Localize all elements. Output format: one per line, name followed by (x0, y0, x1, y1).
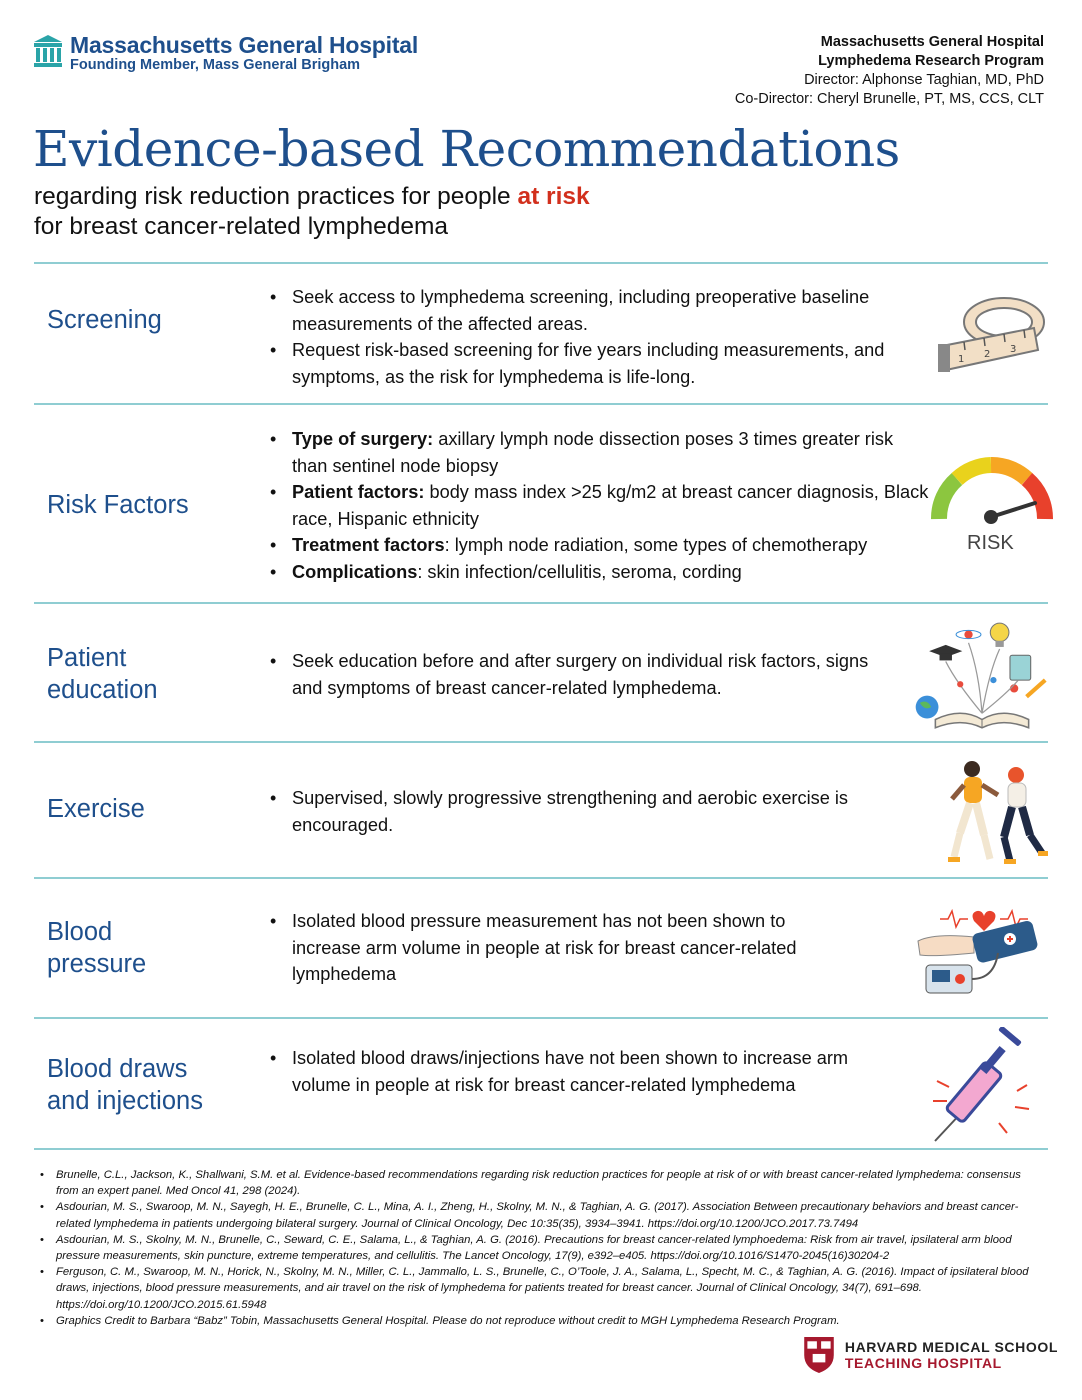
bullet-item: • Request risk-based screening for five years including measurements, and symptoms, as the risk for lymphedema is life-long. (292, 337, 892, 390)
bullet-text: : lymph node radiation, some types of chemotherapy (444, 535, 868, 555)
bullet-item: • Isolated blood pressure measurement has not been shown to increase arm volume in people at risk for breast cancer-related lymphedema (292, 908, 832, 988)
program-director: Director: Alphonse Taghian, MD, PhD (804, 72, 1044, 88)
section-label: Risk Factors (47, 491, 189, 519)
bullet-bold: Treatment factors (292, 535, 445, 555)
page-title: Evidence-based Recommendations (33, 120, 900, 178)
section-label: Screening (47, 306, 162, 334)
reference-item: • Asdourian, M. S., Skolny, M. N., Brunelle, C., Seward, C. E., Salama, L., & Taghian, A. G. (2016). Precautions for breast cancer-related lymphoedema: Risk from air travel, ipsilateral arm blood pressure measurements, skin puncture, extreme temperatures, and cellulitis. The Lancet Oncology, 17(9), e392–e405. https://doi.org/10.1016/S1470-2045(16)30204-2 (40, 1232, 1040, 1264)
syringe-icon (927, 1027, 1037, 1147)
reference-item: • Brunelle, C.L., Jackson, K., Shallwani, S.M. et al. Evidence-based recommendations regarding risk reduction practices for people at risk of or with breast cancer-related lymphedema: consensus from an expert panel. Med Oncol 41, 298 (2024). (40, 1167, 1040, 1199)
bullet-item: • Supervised, slowly progressive strengthening and aerobic exercise is encouraged. (292, 785, 852, 838)
bullet-item (292, 426, 932, 479)
references-list (40, 1167, 1040, 1329)
label-line: Patient (47, 644, 127, 672)
program-codirector: Co-Director: Cheryl Brunelle, PT, MS, CCS, CLT (734, 91, 1044, 107)
section-label (47, 642, 158, 706)
bullet-item (292, 559, 932, 586)
bullet-text: axillary lymph node dissection poses 3 times greater risk than sentinel node biopsy (292, 429, 894, 476)
bullet-list (292, 426, 932, 585)
risk-gauge-icon (927, 457, 1057, 557)
open-book-education-icon (914, 620, 1050, 734)
bullet-bold: Patient factors: (292, 482, 425, 502)
measuring-tape-icon (934, 284, 1054, 384)
logo-name: Massachusetts General Hospital (70, 32, 419, 58)
label-line: pressure (47, 950, 147, 978)
label-line: Blood draws (47, 1055, 188, 1083)
section-blood-draws (34, 1017, 1048, 1150)
blood-pressure-cuff-icon (914, 901, 1050, 997)
section-label (47, 1053, 203, 1117)
bullet-list (292, 648, 872, 701)
subtitle-line2: for breast cancer-related lymphedema (34, 213, 448, 240)
harvard-logo (803, 1336, 1058, 1374)
bullet-bold: Type of surgery: (292, 429, 434, 449)
harvard-shield-icon (803, 1336, 835, 1374)
section-label: Exercise (47, 795, 145, 823)
label-line: education (47, 676, 158, 704)
section-exercise (34, 741, 1048, 878)
section-patient-education (34, 602, 1048, 742)
mgh-building-icon (34, 35, 62, 71)
logo-subtitle: Founding Member, Mass General Brigham (70, 57, 361, 73)
subtitle-line1: regarding risk reduction practices for people (34, 183, 518, 210)
section-blood-pressure (34, 877, 1048, 1018)
section-risk-factors (34, 403, 1048, 603)
bullet-list (292, 908, 832, 988)
reference-item: • Asdourian, M. S., Swaroop, M. N., Sayegh, H. E., Brunelle, C. L., Mina, A. I., Zheng, H., Skolny, M. N., & Taghian, A. G. (2017). Association Between precautionary behaviors and breast cancer-related lymphedema in patients undergoing bilateral surgery. Journal of Clinical Oncology, Dec 10:35(35), 3934–3941. https://doi.org/10.1200/JCO.2017.73.7494 (40, 1199, 1040, 1231)
bullet-item (292, 479, 932, 532)
hms-line2: TEACHING HOSPITAL (844, 1355, 1002, 1371)
bullet-item (292, 532, 932, 559)
program-name: Lymphedema Research Program (818, 53, 1044, 69)
bullet-bold: Complications (292, 561, 418, 582)
gauge-label: RISK (967, 532, 1014, 554)
hms-line1: HARVARD MEDICAL SCHOOL (844, 1339, 1058, 1355)
label-line: Blood (47, 918, 113, 946)
tape-mark: 1 (958, 354, 965, 365)
bullet-item: • Seek access to lymphedema screening, including preoperative baseline measurements of the affected areas. (292, 284, 892, 337)
subtitle-at-risk: at risk (517, 183, 590, 210)
bullet-item: • Seek education before and after surgery on individual risk factors, signs and symptoms of breast cancer-related lymphedema. (292, 648, 872, 701)
bullet-text: : skin infection/cellulitis, seroma, cording (417, 561, 742, 582)
reference-item: • Graphics Credit to Barbara “Babz” Tobin, Massachusetts General Hospital. Please do not reproduce without credit to MGH Lymphedema Research Program. (40, 1313, 1040, 1329)
reference-item: • Ferguson, C. M., Swaroop, M. N., Horick, N., Skolny, M. N., Miller, C. L., Jammallo, L. S., Brunelle, C., O’Toole, J. A., Salama, L., Specht, M. C., & Taghian, A. G. (2016). Impact of ipsilateral blood draws, injections, blood pressure measurements, and air travel on the risk of lymphedema for patients treated for breast cancer. Journal of Clinical Oncology, 34(7), 691–698. https://doi.org/10.1200/JCO.2015.61.5948 (40, 1264, 1040, 1313)
program-info (735, 33, 1044, 109)
bullet-list (292, 284, 892, 390)
people-running-icon (940, 755, 1050, 871)
tape-mark: 2 (984, 349, 991, 360)
section-screening (34, 262, 1048, 404)
mgh-logo (34, 33, 418, 74)
bullet-list (292, 785, 852, 838)
page-subtitle (34, 182, 590, 242)
bullet-list (292, 1045, 862, 1098)
bullet-item: • Isolated blood draws/injections have not been shown to increase arm volume in people at risk for breast cancer-related lymphedema (292, 1045, 862, 1098)
section-label (47, 916, 146, 980)
label-line: and injections (47, 1087, 203, 1115)
program-hospital: Massachusetts General Hospital (820, 34, 1044, 50)
tape-mark: 3 (1010, 344, 1017, 355)
bullet-text: body mass index >25 kg/m2 at breast cancer diagnosis, Black race, Hispanic ethnicity (292, 482, 929, 529)
